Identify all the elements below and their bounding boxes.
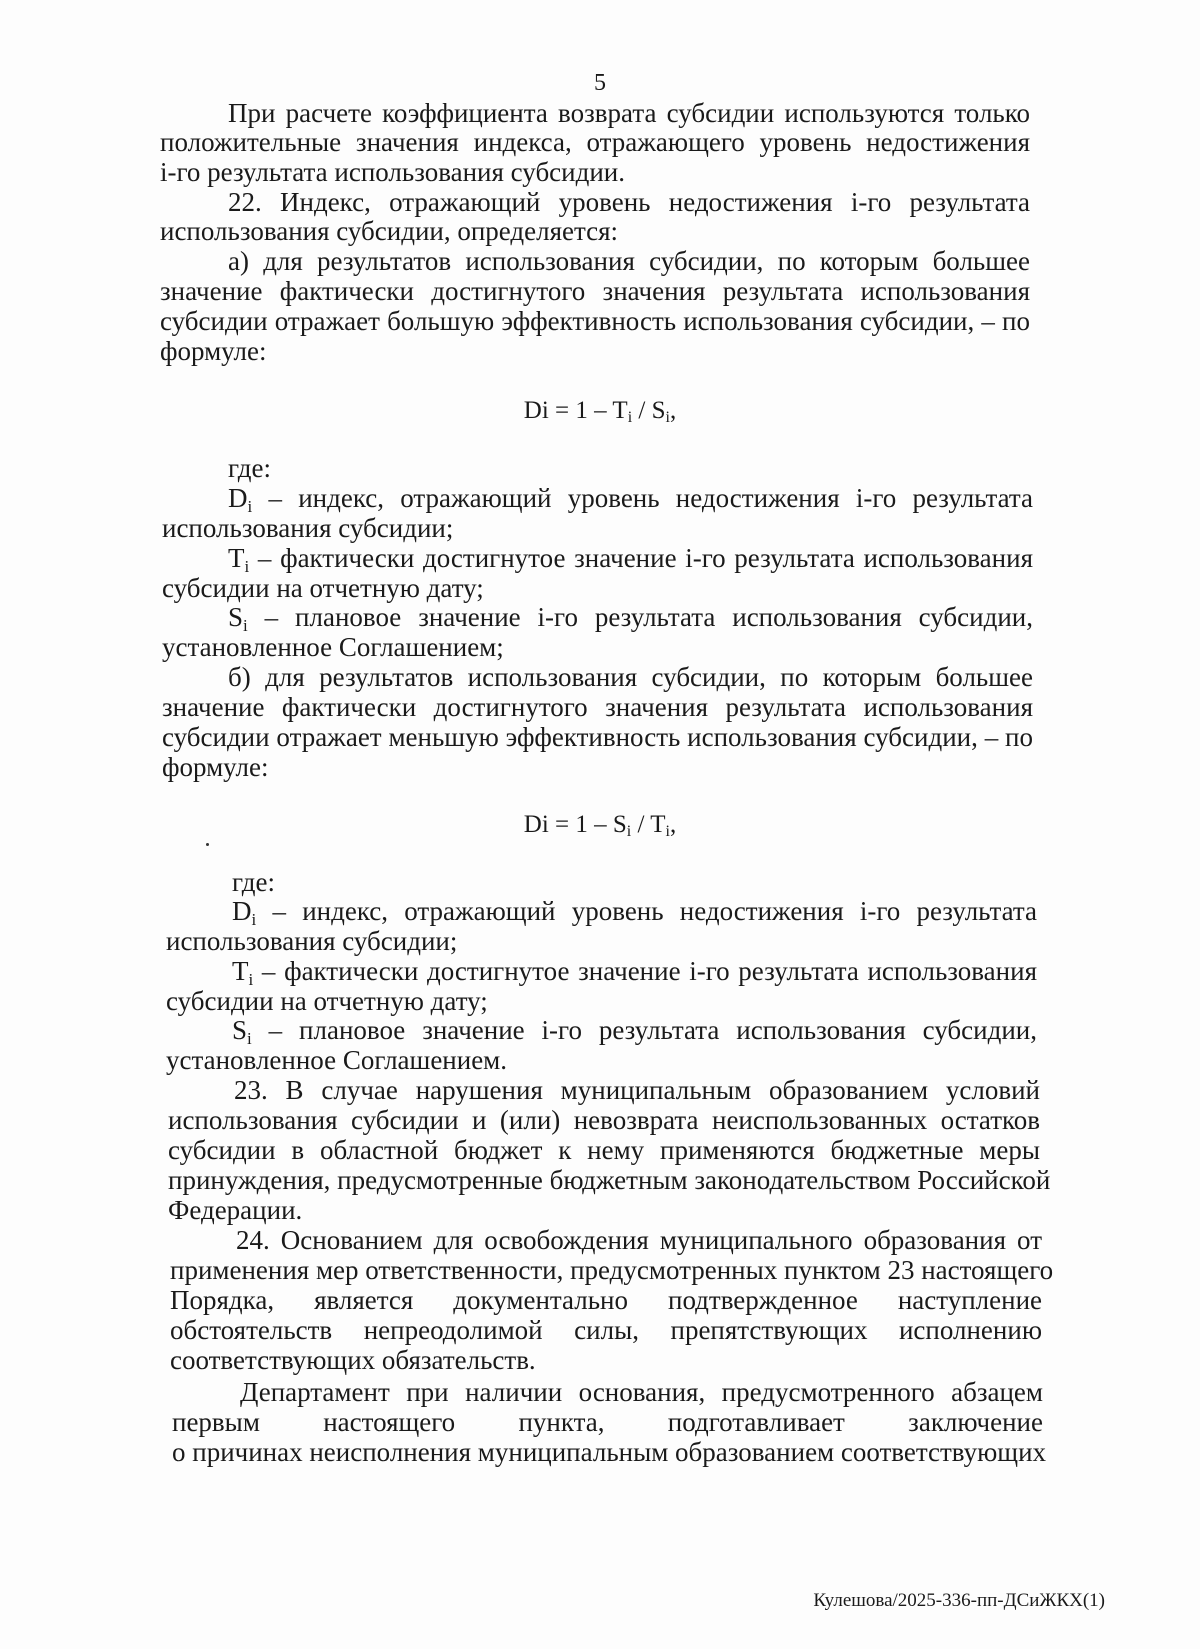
formula-2-end: , <box>669 811 677 838</box>
definition-t <box>228 542 1033 574</box>
text-line: субсидии отражает большую эффективность использования субсидии, – по <box>160 306 1030 336</box>
text-line: формуле: <box>160 336 267 366</box>
text-line: Федерации. <box>168 1195 303 1225</box>
text-line: субсидии отражает меньшую эффективность использования субсидии, – по <box>162 722 1033 752</box>
text-line: принуждения, предусмотренные бюджетным законодательством Российской <box>168 1165 1051 1195</box>
formula-2-mid: / T <box>631 811 666 838</box>
definition-d <box>228 482 1033 514</box>
s-symbol: $S_i$ <box>228 602 248 635</box>
text-line: использования субсидии, определяется: <box>160 216 619 246</box>
where-label: где: <box>228 453 271 483</box>
text-line: Порядка, является документально подтвержденное наступление <box>170 1285 1042 1315</box>
formula-2 <box>0 811 1200 839</box>
page-number: 5 <box>594 70 606 96</box>
scan-dot <box>206 843 209 846</box>
formula-1-sub-2: i <box>665 409 670 426</box>
text-line: значение фактически достигнутого значения результата использования <box>162 692 1033 722</box>
text-line: первым настоящего пункта, подготавливает заключение <box>172 1407 1043 1437</box>
d-description: – индекс, отражающий уровень недостижения i-го результата <box>256 896 1037 926</box>
formula-1-mid: / S <box>632 397 666 424</box>
text-line: применения мер ответственности, предусмотренных пунктом 23 настоящего <box>170 1255 1054 1285</box>
text-line: использования субсидии; <box>162 513 454 543</box>
text-line: 24. Основанием для освобождения муниципального образования от <box>236 1225 1042 1255</box>
text-line: 23. В случае нарушения муниципальным образованием условий <box>234 1075 1040 1105</box>
formula-1-end: , <box>669 397 677 424</box>
s-description: – плановое значение i-го результата использования субсидии, <box>247 602 1033 632</box>
document-reference: Кулешова/2025-336-пп-ДСиЖКХ(1) <box>813 1590 1105 1611</box>
definition-s <box>228 601 1033 633</box>
text-line: 22. Индекс, отражающий уровень недостижения i-го результата <box>228 187 1030 217</box>
text-line: Департамент при наличии основания, предусмотренного абзацем <box>240 1377 1043 1407</box>
t-symbol: $T_i$ <box>228 543 250 576</box>
text-line: о причинах неисполнения муниципальным образованием соответствующих <box>172 1437 1047 1467</box>
formula-2-sub-1: i <box>626 823 632 840</box>
text-line: установленное Соглашением. <box>166 1045 508 1075</box>
text-line: положительные значения индекса, отражающего уровень недостижения <box>160 127 1030 157</box>
text-line: б) для результатов использования субсидии, по которым большее <box>228 662 1033 692</box>
t-description: – фактически достигнутое значение i-го результата использования <box>249 543 1033 573</box>
formula-1 <box>0 397 1200 425</box>
s-symbol: $S_i$ <box>232 1015 252 1048</box>
text-line: субсидии на отчетную дату; <box>166 986 488 1016</box>
text-line: формуле: <box>162 752 269 782</box>
definition-s <box>232 1014 1037 1046</box>
definition-t <box>232 955 1037 987</box>
formula-1-sub-1: i <box>627 409 633 426</box>
text-line: значение фактически достигнутого значения результата использования <box>160 276 1030 306</box>
text-line: использования субсидии и (или) невозврата неиспользованных остатков <box>168 1105 1040 1135</box>
d-symbol: $D_i$ <box>228 483 253 516</box>
text-line: а) для результатов использования субсидии, по которым большее <box>228 246 1030 276</box>
text-line: соответствующих обязательств. <box>170 1345 536 1375</box>
formula-2-sub-2: i <box>665 823 670 840</box>
text-line: При расчете коэффициента возврата субсидии используются только <box>228 98 1030 128</box>
where-label: где: <box>232 867 275 897</box>
s-description: – плановое значение i-го результата использования субсидии, <box>251 1015 1037 1045</box>
t-description: – фактически достигнутое значение i-го результата использования <box>253 956 1037 986</box>
text-line: субсидии в областной бюджет к нему применяются бюджетные меры <box>168 1135 1040 1165</box>
text-line: установленное Соглашением; <box>162 632 504 662</box>
t-symbol: $T_i$ <box>232 956 254 989</box>
text-line: i-го результата использования субсидии. <box>160 157 625 187</box>
text-line: использования субсидии; <box>166 926 458 956</box>
definition-d <box>232 895 1037 927</box>
text-line: обстоятельств непреодолимой силы, препятствующих исполнению <box>170 1315 1042 1345</box>
d-description: – индекс, отражающий уровень недостижения i-го результата <box>252 483 1033 513</box>
d-symbol: $D_i$ <box>232 896 257 929</box>
formula-2-lhs: Di = 1 – S <box>523 811 627 838</box>
text-line: субсидии на отчетную дату; <box>162 573 484 603</box>
formula-1-lhs: Di = 1 – T <box>523 397 628 424</box>
